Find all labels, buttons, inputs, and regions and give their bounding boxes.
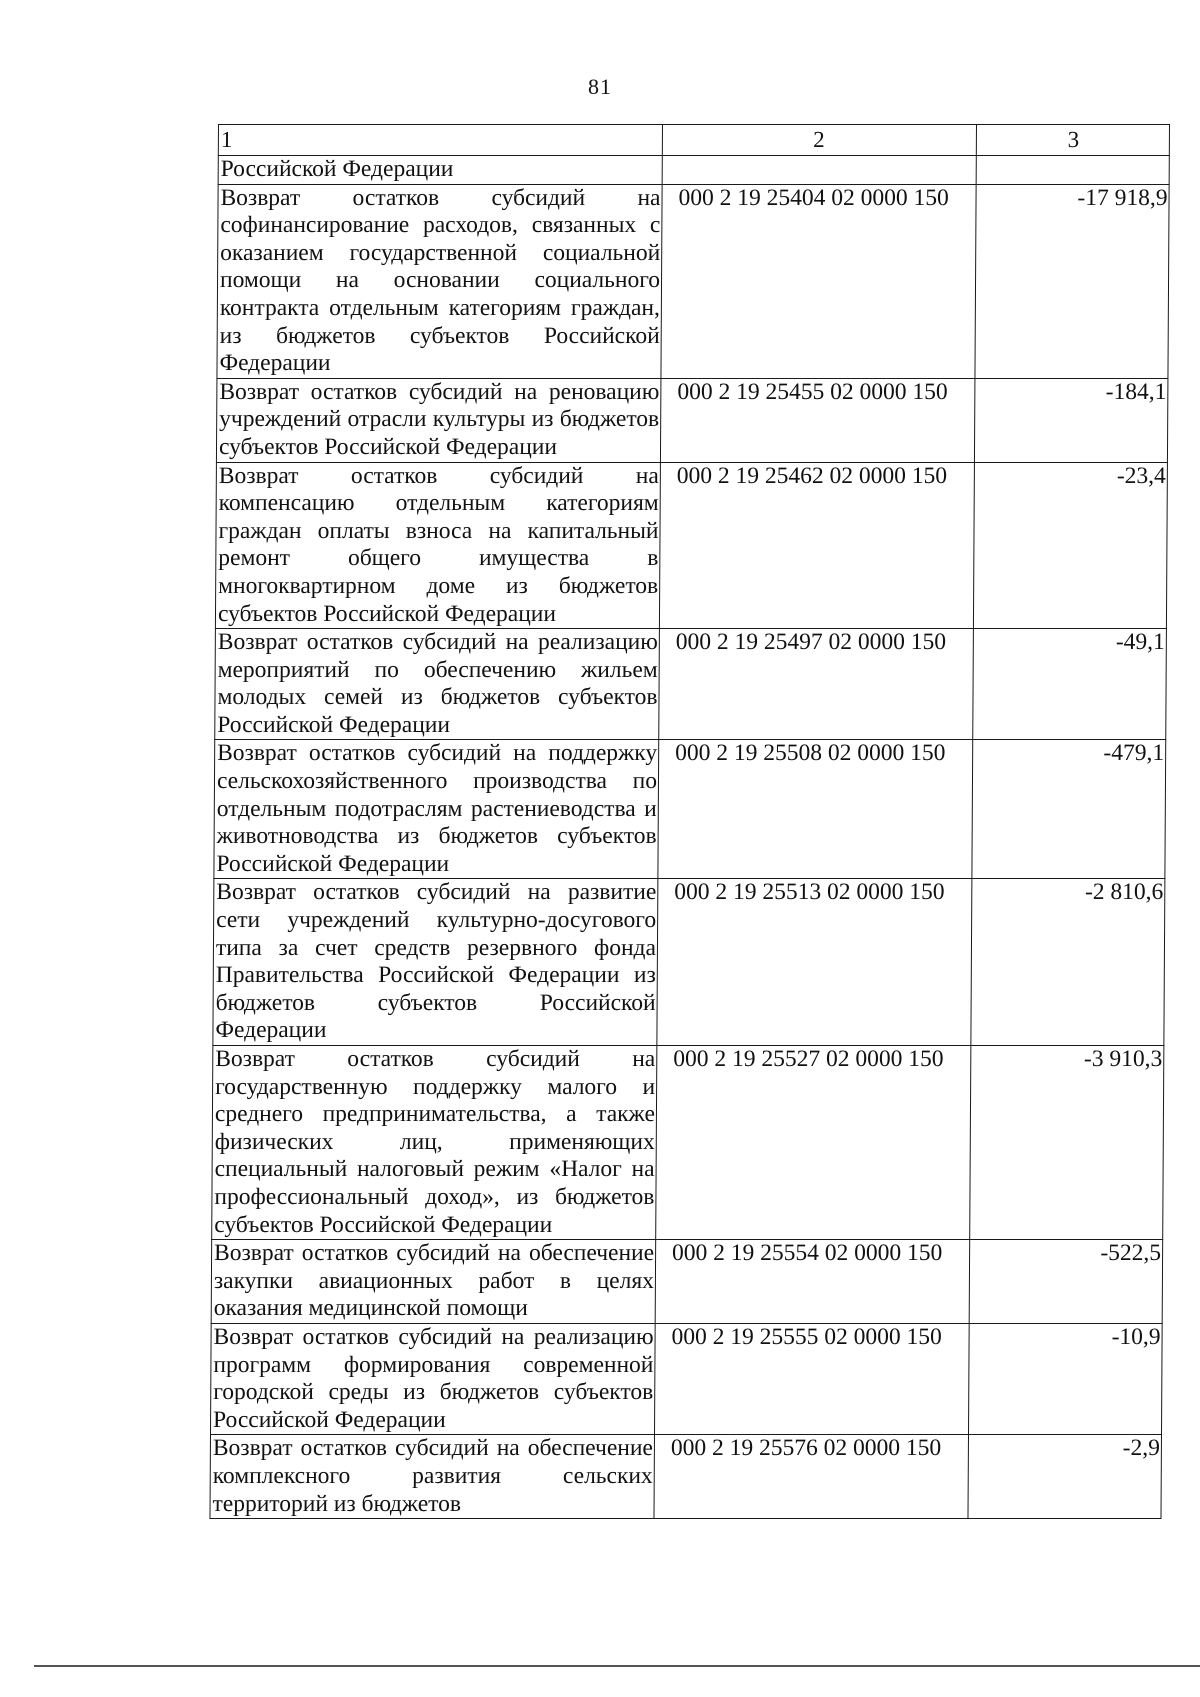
- table-row: [215, 629, 1167, 740]
- table-row: [216, 378, 1168, 462]
- page-bottom-rule: [34, 1665, 1200, 1667]
- row-code: [662, 156, 976, 185]
- table-row: [215, 462, 1167, 629]
- row-code: 000 2 19 25576 02 0000 150: [654, 1435, 969, 1519]
- row-code: 000 2 19 25554 02 0000 150: [655, 1240, 970, 1324]
- header-col-1: 1: [218, 125, 662, 156]
- row-code: 000 2 19 25513 02 0000 150: [657, 879, 972, 1046]
- row-code: 000 2 19 25497 02 0000 150: [659, 629, 974, 740]
- row-amount: -479,1: [972, 740, 1166, 879]
- table-row: [210, 1323, 1162, 1434]
- row-amount: [976, 156, 1169, 185]
- row-amount: -23,4: [973, 462, 1167, 629]
- header-col-3: 3: [976, 125, 1169, 156]
- page-number: 81: [588, 74, 612, 99]
- row-description: Возврат остатков субсидий на реализацию программ формирования современной городской среды из бюджетов субъектов Российской Федерации: [210, 1323, 655, 1434]
- row-code: 000 2 19 25455 02 0000 150: [660, 378, 975, 462]
- row-amount: -522,5: [969, 1240, 1163, 1324]
- table-row: [212, 1046, 1164, 1240]
- row-code: 000 2 19 25527 02 0000 150: [656, 1046, 971, 1240]
- table-body: [210, 125, 1170, 1519]
- row-description: Возврат остатков субсидий на обеспечение закупки авиационных работ в целях оказания медицинской помощи: [211, 1240, 656, 1324]
- budget-table: [209, 124, 1170, 1519]
- table-row: [211, 1240, 1163, 1324]
- row-amount: -2,9: [968, 1435, 1162, 1519]
- row-code: 000 2 19 25555 02 0000 150: [654, 1323, 969, 1434]
- row-amount: -10,9: [968, 1323, 1162, 1434]
- row-description: Возврат остатков субсидий на реновацию учреждений отрасли культуры из бюджетов субъектов Российской Федерации: [216, 378, 661, 462]
- row-amount: -17 918,9: [975, 184, 1169, 378]
- row-description: Возврат остатков субсидий на компенсацию отдельным категориям граждан оплаты взноса на капитальный ремонт общего имущества в многоквартирном доме из бюджетов субъектов Российской Федерации: [215, 462, 660, 629]
- row-amount: -2 810,6: [971, 879, 1165, 1046]
- row-code: 000 2 19 25462 02 0000 150: [659, 462, 974, 629]
- table-row: [217, 184, 1169, 378]
- row-description: Возврат остатков субсидий на государственную поддержку малого и среднего предпринимательства, а также физических лиц, применяющих специальный налоговый режим «Налог на профессиональный доход», из бюджетов субъектов Российской Федерации: [212, 1046, 657, 1240]
- row-description: Российской Федерации: [218, 156, 662, 185]
- table-row: [218, 156, 1169, 185]
- row-amount: -184,1: [974, 378, 1168, 462]
- row-description: Возврат остатков субсидий на софинансирование расходов, связанных с оказанием государственной социальной помощи на основании социального контракта отдельным категориям граждан, из бюджетов субъектов Российской Федерации: [217, 184, 662, 378]
- table-header-row: [218, 125, 1169, 156]
- header-col-2: 2: [662, 125, 976, 156]
- row-code: 000 2 19 25404 02 0000 150: [661, 184, 976, 378]
- row-code: 000 2 19 25508 02 0000 150: [658, 740, 973, 879]
- row-amount: -3 910,3: [970, 1046, 1164, 1240]
- row-description: Возврат остатков субсидий на обеспечение комплексного развития сельских территорий из бюджетов: [210, 1435, 655, 1519]
- table-row: [213, 879, 1165, 1046]
- row-description: Возврат остатков субсидий на реализацию мероприятий по обеспечению жильем молодых семей из бюджетов субъектов Российской Федерации: [215, 629, 660, 740]
- table-row: [214, 740, 1166, 879]
- table-row: [210, 1435, 1162, 1519]
- row-description: Возврат остатков субсидий на поддержку сельскохозяйственного производства по отдельным подотраслям растениеводства и животноводства из бюджетов субъектов Российской Федерации: [214, 740, 659, 879]
- row-amount: -49,1: [973, 629, 1167, 740]
- row-description: Возврат остатков субсидий на развитие сети учреждений культурно-досугового типа за счет средств резервного фонда Правительства Российской Федерации из бюджетов субъектов Российской Федерации: [213, 879, 658, 1046]
